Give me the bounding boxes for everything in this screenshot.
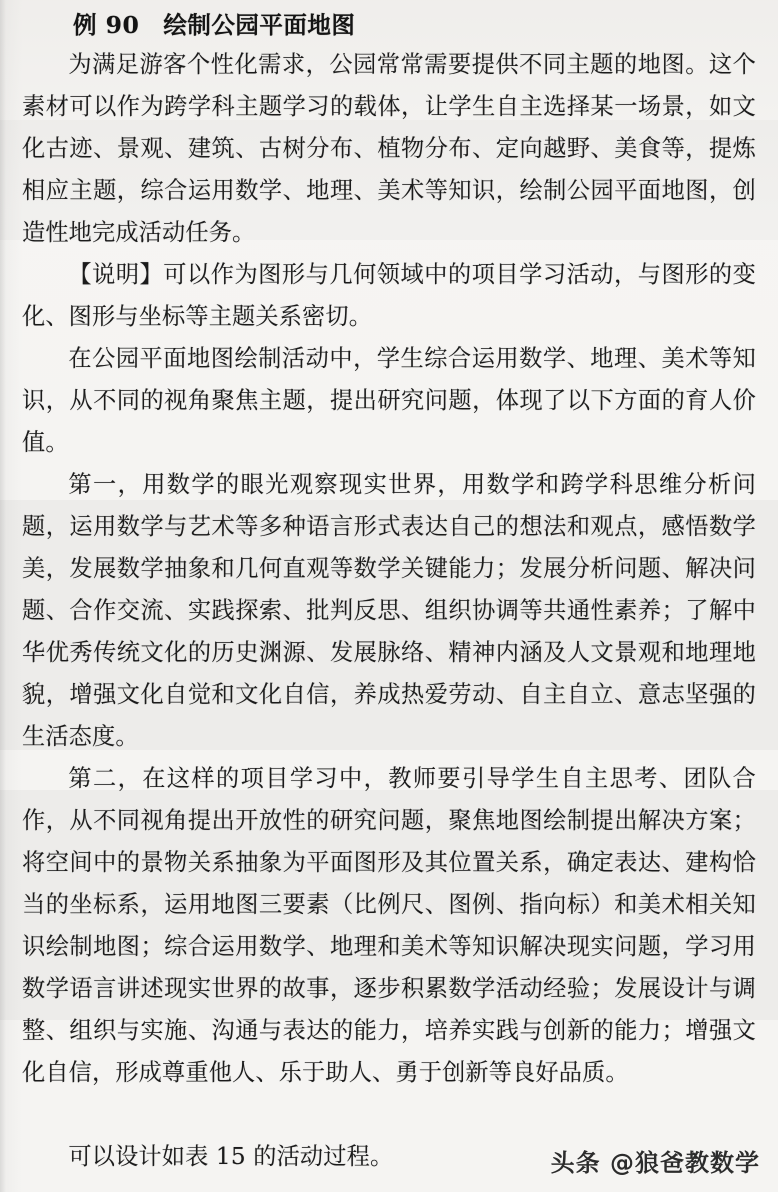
page-title: 例 90 绘制公园平面地图 [73, 11, 356, 39]
paragraph-point-two: 第二，在这样的项目学习中，教师要引导学生自主思考、团队合作，从不同视角提出开放性的研究问题，聚焦地图绘制提出解决方案；将空间中的景物关系抽象为平面图形及其位置关系，确定表达、建构恰当的坐标系，运用地图三要素（比例尺、图例、指向标）和美术相关知识绘制地图；综合运用数学、地理和美术等知识解决现实问题，学习用数学语言讲述现实世界的故事，逐步积累数学活动经验；发展设计与调整、组织与实施、沟通与表达的能力，培养实践与创新的能力；增强文化自信，形成尊重他人、乐于助人、勇于创新等良好品质。 [22, 765, 756, 1086]
page-content [22, 0, 756, 1192]
paragraph-intro: 为满足游客个性化需求，公园常常需要提供不同主题的地图。这个素材可以作为跨学科主题学习的载体，让学生自主选择某一场景，如文化古迹、景观、建筑、古树分布、植物分布、定向越野、美食等，提炼相应主题，综合运用数学、地理、美术等知识，绘制公园平面地图，创造性地完成活动任务。 [22, 51, 756, 246]
paragraph-activity-overview: 在公园平面地图绘制活动中，学生综合运用数学、地理、美术等知识，从不同的视角聚焦主题，提出研究问题，体现了以下方面的育人价值。 [22, 345, 756, 456]
paragraph-closing: 可以设计如表 15 的活动过程。 [68, 1143, 394, 1170]
watermark-label: 头条 @狼爸教数学 [550, 1149, 760, 1177]
paragraph-point-one: 第一，用数学的眼光观察现实世界，用数学和跨学科思维分析问题，运用数学与艺术等多种语言形式表达自己的想法和观点，感悟数学美，发展数学抽象和几何直观等数学关键能力；发展分析问题、解决问题、合作交流、实践探索、批判反思、组织协调等共通性素养；了解中华优秀传统文化的历史渊源、发展脉络、精神内涵及人文景观和地理地貌，增强文化自觉和文化自信，养成热爱劳动、自主自立、意志坚强的生活态度。 [22, 471, 756, 750]
paragraph-note: 【说明】可以作为图形与几何领域中的项目学习活动，与图形的变化、图形与坐标等主题关系密切。 [22, 261, 756, 330]
